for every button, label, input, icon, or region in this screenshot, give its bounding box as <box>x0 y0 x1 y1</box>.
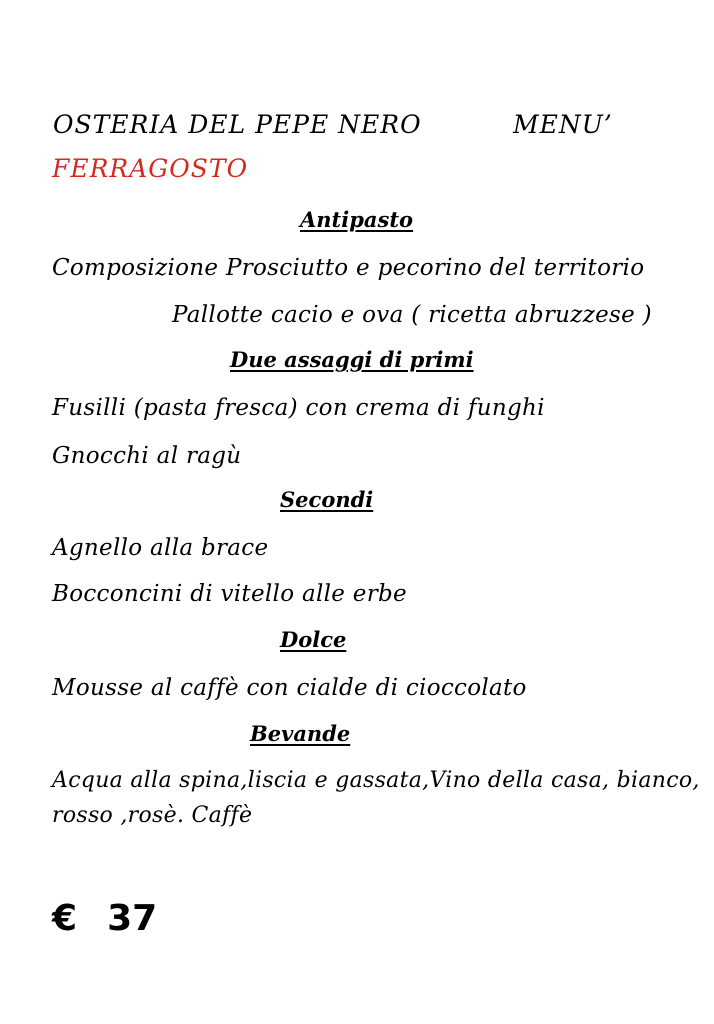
menu-item: Composizione Prosciutto e pecorino del territorio <box>52 255 645 281</box>
section-heading-primi: Due assaggi di primi <box>230 347 474 372</box>
menu-item: rosso ,rosè. Caffè <box>52 803 253 828</box>
section-heading-secondi: Secondi <box>280 487 374 512</box>
restaurant-name: OSTERIA DEL PEPE NERO <box>53 110 422 139</box>
menu-label: MENU’ <box>513 110 613 139</box>
menu-item: Acqua alla spina,liscia e gassata,Vino della casa, bianco, <box>52 768 700 793</box>
menu-item: Agnello alla brace <box>52 535 269 561</box>
event-title: FERRAGOSTO <box>52 154 249 183</box>
section-heading-dolce: Dolce <box>280 627 347 652</box>
menu-item: Fusilli (pasta fresca) con crema di funghi <box>52 395 545 421</box>
menu-item: Gnocchi al ragù <box>52 443 242 469</box>
menu-item: Pallotte cacio e ova ( ricetta abruzzese ) <box>172 302 652 328</box>
section-heading-bevande: Bevande <box>250 721 351 746</box>
menu-item: Mousse al caffè con cialde di cioccolato <box>52 675 527 701</box>
section-heading-antipasto: Antipasto <box>300 207 414 232</box>
menu-item: Bocconcini di vitello alle erbe <box>52 581 407 607</box>
price-amount: 37 <box>107 898 158 939</box>
currency-symbol: € <box>52 898 78 939</box>
price <box>52 897 157 941</box>
